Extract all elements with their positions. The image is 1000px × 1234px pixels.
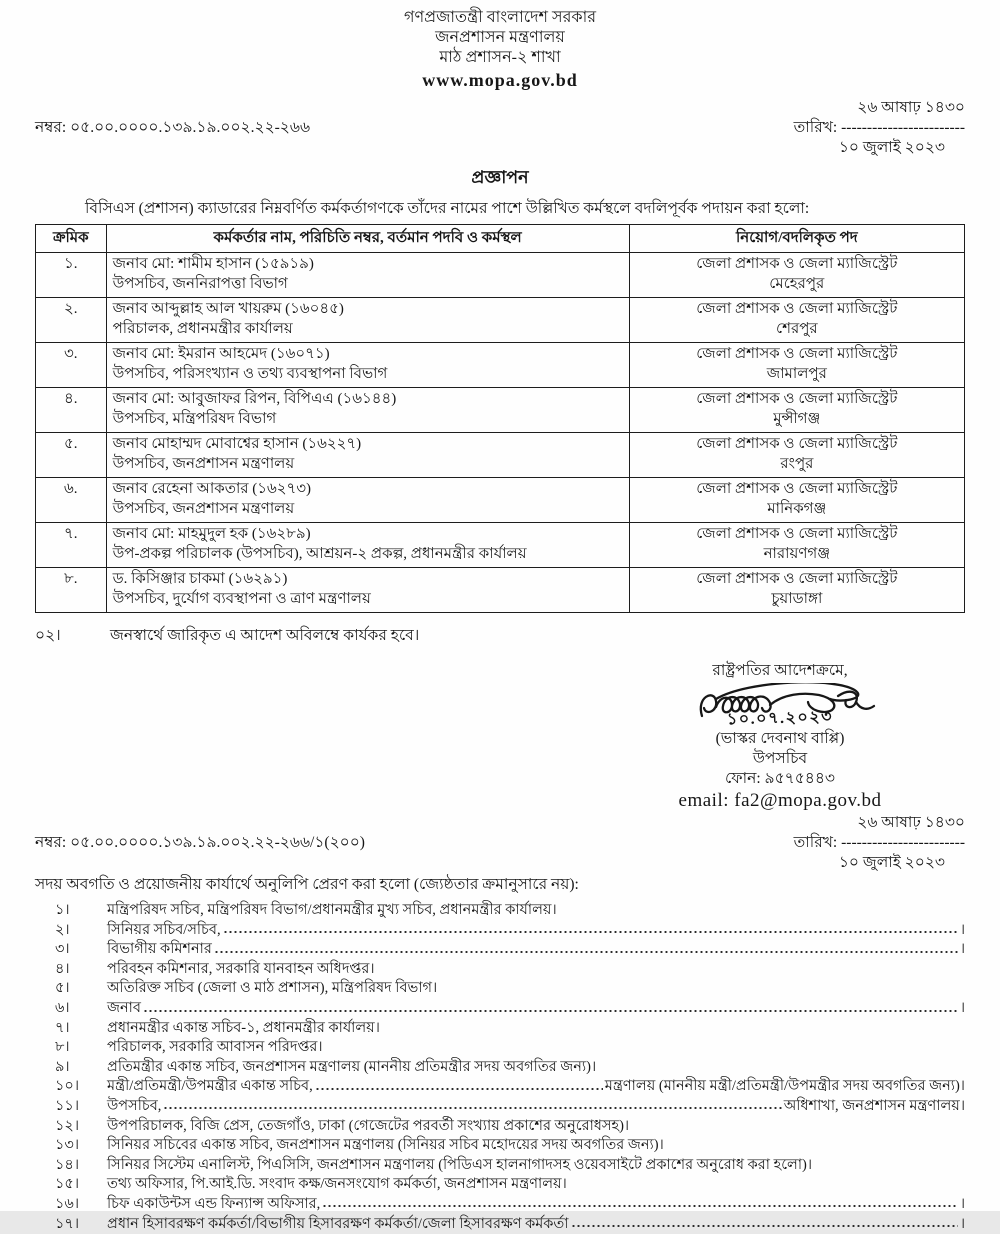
item-text <box>107 1195 965 1215</box>
signer-email: email: fa2@mopa.gov.bd <box>610 791 950 811</box>
col-header-serial: ক্রমিক <box>36 225 107 253</box>
officer-designation-line: উপসচিব, জননিরাপত্তা বিভাগ <box>113 275 623 295</box>
item-number: ৯। <box>55 1058 107 1078</box>
item-text-post: । <box>960 999 965 1019</box>
list-item <box>35 1019 965 1039</box>
item-text-pre: বিভাগীয় কমিশনার <box>107 940 212 960</box>
item-text <box>107 1058 965 1078</box>
reference-row-2 <box>35 813 965 873</box>
item-text-pre: সিনিয়র সিস্টেম এনালিস্ট, পিএসিসি, জনপ্রশাসন মন্ত্রণালয় (পিডিএস হালনাগাদসহ ওয়েবসাইটে প্রকাশের অনুরোধ করা হলো)। <box>107 1156 812 1176</box>
item-text-pre: উপপরিচালক, বিজি প্রেস, তেজগাঁও, ঢাকা (গেজেটের পরবর্তী সংখ্যায় প্রকাশের অনুরোধসহ)। <box>107 1117 629 1137</box>
officer-name-line: জনাব মো: শামীম হাসান (১৫৯১৯) <box>113 255 623 275</box>
paragraph-02-text: জনস্বার্থে জারিকৃত এ আদেশ অবিলম্বে কার্যকর হবে। <box>110 627 419 644</box>
officer-name-line: জনাব মো: আবুজাফর রিপন, বিপিএএ (১৬১৪৪) <box>113 390 623 410</box>
item-number: ৩। <box>55 940 107 960</box>
dot-leader <box>163 1097 781 1112</box>
posting-cell <box>629 298 964 343</box>
posting-cell <box>629 388 964 433</box>
serial-cell: ৬. <box>36 478 107 523</box>
item-text <box>107 1097 965 1117</box>
col-header-officer: কর্মকর্তার নাম, পরিচিতি নম্বর, বর্তমান পদবি ও কর্মস্থল <box>106 225 629 253</box>
officer-name-line: জনাব আব্দুল্লাহ আল খায়রুম (১৬০৪৫) <box>113 300 623 320</box>
item-text <box>107 1019 965 1039</box>
signer-designation: উপসচিব <box>610 749 950 769</box>
dot-leader <box>223 921 958 936</box>
officer-cell <box>106 478 629 523</box>
officer-name-line: ড. কিসিঞ্জার চাকমা (১৬২৯১) <box>113 570 623 590</box>
item-text <box>107 960 965 980</box>
signature-hand-date: ১০.০৭.২০২৩ <box>610 705 950 734</box>
date-block-2 <box>794 813 965 873</box>
item-number: ১০। <box>55 1077 107 1097</box>
serial-cell: ৭. <box>36 523 107 568</box>
list-item <box>35 1117 965 1137</box>
posting-district: নারায়ণগঞ্জ <box>636 545 958 565</box>
officer-cell <box>106 433 629 478</box>
distribution-heading: সদয় অবগতি ও প্রয়োজনীয় কার্যার্থে অনুলিপি প্রেরণ করা হলো (জ্যেষ্ঠতার ক্রমানুসারে নয়): <box>35 875 965 895</box>
item-text-post: । <box>960 940 965 960</box>
date-label-2: তারিখ: ------------------------ <box>794 833 965 853</box>
paragraph-02 <box>35 625 965 647</box>
serial-cell: ৪. <box>36 388 107 433</box>
item-text-pre: প্রধানমন্ত্রীর একান্ত সচিব-১, প্রধানমন্ত্রীর কার্যালয়। <box>107 1019 380 1039</box>
item-number: ৫। <box>55 979 107 999</box>
reference-row-1 <box>35 98 965 158</box>
list-item <box>35 1156 965 1176</box>
table-row <box>36 253 965 298</box>
serial-cell: ৩. <box>36 343 107 388</box>
list-item <box>35 1058 965 1078</box>
item-text-pre: চিফ একাউন্টস এন্ড ফিন্যান্স অফিসার, <box>107 1195 320 1215</box>
item-text-pre: উপসচিব, <box>107 1097 161 1117</box>
officer-cell <box>106 343 629 388</box>
list-item <box>35 999 965 1019</box>
item-text-post: অধিশাখা, জনপ্রশাসন মন্ত্রণালয়। <box>784 1097 965 1117</box>
item-text-pre: প্রধান হিসাবরক্ষণ কর্মকর্তা/বিভাগীয় হিসাবরক্ষণ কর্মকর্তা/জেলা হিসাবরক্ষণ কর্মকর্তা <box>107 1215 569 1234</box>
item-text <box>107 1077 965 1097</box>
item-text <box>107 1117 965 1137</box>
list-item <box>35 1077 965 1097</box>
item-number: ১৫। <box>55 1175 107 1195</box>
dot-leader <box>571 1215 958 1230</box>
government-name: গণপ্রজাতন্ত্রী বাংলাদেশ সরকার <box>35 8 965 28</box>
item-number: ২। <box>55 921 107 941</box>
item-text <box>107 1038 965 1058</box>
dot-leader <box>143 999 958 1014</box>
intro-paragraph: বিসিএস (প্রশাসন) ক্যাডারের নিম্নবর্ণিত কর্মকর্তাগণকে তাঁদের নামের পাশে উল্লিখিত কর্মস্থলে বদলিপূর্বক পদায়ন করা হলো: <box>35 198 965 220</box>
officers-table <box>35 224 965 613</box>
officer-name-line: জনাব মো: মাহমুদুল হক (১৬২৮৯) <box>113 525 623 545</box>
officer-cell <box>106 523 629 568</box>
memo-number-2: নম্বর: ০৫.০০.০০০০.১৩৯.১৯.০০২.২২-২৬৬/১(২০০) <box>35 833 365 853</box>
posting-district: মানিকগঞ্জ <box>636 500 958 520</box>
table-row <box>36 298 965 343</box>
table-header-row <box>36 225 965 253</box>
posting-district: চুয়াডাঙ্গা <box>636 590 958 610</box>
item-text <box>107 979 965 999</box>
order-by-text: রাষ্ট্রপতির আদেশক্রমে, <box>610 661 950 681</box>
bangla-date-1: ২৬ আষাঢ় ১৪৩০ <box>794 98 965 118</box>
serial-cell: ৫. <box>36 433 107 478</box>
list-item <box>35 1195 965 1215</box>
officer-name-line: জনাব মোহাম্মদ মোবাশ্বের হাসান (১৬২২৭) <box>113 435 623 455</box>
posting-cell <box>629 253 964 298</box>
item-text <box>107 901 965 921</box>
ministry-name: জনপ্রশাসন মন্ত্রণালয় <box>35 28 965 48</box>
posting-district: শেরপুর <box>636 320 958 340</box>
serial-cell: ৮. <box>36 568 107 613</box>
website-url: www.mopa.gov.bd <box>35 70 965 90</box>
posting-cell <box>629 523 964 568</box>
table-row <box>36 343 965 388</box>
posting-cell <box>629 433 964 478</box>
officer-name-line: জনাব মো: ইমরান আহমেদ (১৬০৭১) <box>113 345 623 365</box>
officer-designation-line: পরিচালক, প্রধানমন্ত্রীর কার্যালয় <box>113 320 623 340</box>
posting-cell <box>629 478 964 523</box>
list-item <box>35 960 965 980</box>
table-row <box>36 433 965 478</box>
dot-leader <box>315 1077 603 1092</box>
paragraph-02-number: ০২। <box>35 625 110 647</box>
list-item <box>35 1215 965 1234</box>
officer-cell <box>106 388 629 433</box>
item-text-pre: সিনিয়র সচিব/সচিব, <box>107 921 221 941</box>
list-item <box>35 901 965 921</box>
item-text <box>107 999 965 1019</box>
item-text <box>107 940 965 960</box>
serial-cell: ২. <box>36 298 107 343</box>
item-text-pre: জনাব <box>107 999 141 1019</box>
posting-district: রংপুর <box>636 455 958 475</box>
col-header-posting: নিয়োগ/বদলিকৃত পদ <box>629 225 964 253</box>
item-text-pre: তথ্য অফিসার, পি.আই.ডি. সংবাদ কক্ষ/জনসংযোগ কর্মকর্তা, জনপ্রশাসন মন্ত্রণালয়। <box>107 1175 567 1195</box>
memo-number-1: নম্বর: ০৫.০০.০০০০.১৩৯.১৯.০০২.২২-২৬৬ <box>35 118 310 138</box>
table-row <box>36 568 965 613</box>
officer-name-line: জনাব রেহেনা আকতার (১৬২৭৩) <box>113 480 623 500</box>
list-item <box>35 1175 965 1195</box>
item-number: ৬। <box>55 999 107 1019</box>
item-text-pre: প্রতিমন্ত্রীর একান্ত সচিব, জনপ্রশাসন মন্ত্রণালয় (মাননীয় প্রতিমন্ত্রীর সদয় অবগতির জন্য)। <box>107 1058 596 1078</box>
item-number: ১৪। <box>55 1156 107 1176</box>
gregorian-date-1: ১০ জুলাই ২০২৩ <box>794 138 965 158</box>
posting-title: জেলা প্রশাসক ও জেলা ম্যাজিস্ট্রেট <box>636 435 958 455</box>
item-text-post: মন্ত্রণালয় (মাননীয় মন্ত্রী/প্রতিমন্ত্রী/উপমন্ত্রীর সদয় অবগতির জন্য)। <box>605 1077 965 1097</box>
date-block-1 <box>794 98 965 158</box>
serial-cell: ১. <box>36 253 107 298</box>
item-number: ১৩। <box>55 1136 107 1156</box>
officer-designation-line: উপসচিব, মন্ত্রিপরিষদ বিভাগ <box>113 410 623 430</box>
date-label-1: তারিখ: ------------------------ <box>794 118 965 138</box>
posting-district: মেহেরপুর <box>636 275 958 295</box>
item-number: ৭। <box>55 1019 107 1039</box>
list-item <box>35 1136 965 1156</box>
posting-cell <box>629 568 964 613</box>
item-text-pre: পরিচালক, সরকারি আবাসন পরিদপ্তর। <box>107 1038 323 1058</box>
letterhead <box>35 8 965 90</box>
officer-cell <box>106 253 629 298</box>
list-item <box>35 940 965 960</box>
bangla-date-2: ২৬ আষাঢ় ১৪৩০ <box>794 813 965 833</box>
item-number: ১১। <box>55 1097 107 1117</box>
item-number: ১২। <box>55 1117 107 1137</box>
item-number: ১৬। <box>55 1195 107 1215</box>
officer-designation-line: উপসচিব, জনপ্রশাসন মন্ত্রণালয় <box>113 455 623 475</box>
signer-name: (ভাস্কর দেবনাথ বাপ্পি) <box>610 729 950 749</box>
item-text <box>107 921 965 941</box>
posting-title: জেলা প্রশাসক ও জেলা ম্যাজিস্ট্রেট <box>636 300 958 320</box>
list-item <box>35 979 965 999</box>
dot-leader <box>322 1195 958 1210</box>
gregorian-date-2: ১০ জুলাই ২০২৩ <box>794 853 965 873</box>
posting-title: জেলা প্রশাসক ও জেলা ম্যাজিস্ট্রেট <box>636 345 958 365</box>
posting-title: জেলা প্রশাসক ও জেলা ম্যাজিস্ট্রেট <box>636 525 958 545</box>
item-number: ৪। <box>55 960 107 980</box>
list-item <box>35 921 965 941</box>
posting-title: জেলা প্রশাসক ও জেলা ম্যাজিস্ট্রেট <box>636 390 958 410</box>
table-row <box>36 388 965 433</box>
item-text-pre: মন্ত্রী/প্রতিমন্ত্রী/উপমন্ত্রীর একান্ত সচিব, <box>107 1077 313 1097</box>
table-row <box>36 478 965 523</box>
item-text-pre: সিনিয়র সচিবের একান্ত সচিব, জনপ্রশাসন মন্ত্রণালয় (সিনিয়র সচিব মহোদয়ের সদয় অবগতির জন্য)। <box>107 1136 664 1156</box>
item-text-post: । <box>960 921 965 941</box>
officer-designation-line: উপসচিব, পরিসংখ্যান ও তথ্য ব্যবস্থাপনা বিভাগ <box>113 365 623 385</box>
item-text <box>107 1215 965 1234</box>
table-row <box>36 523 965 568</box>
posting-title: জেলা প্রশাসক ও জেলা ম্যাজিস্ট্রেট <box>636 570 958 590</box>
item-text-pre: মন্ত্রিপরিষদ সচিব, মন্ত্রিপরিষদ বিভাগ/প্রধানমন্ত্রীর মুখ্য সচিব, প্রধানমন্ত্রীর কার্যালয়। <box>107 901 557 921</box>
posting-cell <box>629 343 964 388</box>
list-item <box>35 1038 965 1058</box>
item-text-post: । <box>960 1215 965 1234</box>
posting-title: জেলা প্রশাসক ও জেলা ম্যাজিস্ট্রেট <box>636 255 958 275</box>
officers-table-body <box>36 253 965 613</box>
item-text <box>107 1136 965 1156</box>
officer-cell <box>106 298 629 343</box>
item-text-post: । <box>960 1195 965 1215</box>
item-number: ১। <box>55 901 107 921</box>
officer-designation-line: উপসচিব, দুর্যোগ ব্যবস্থাপনা ও ত্রাণ মন্ত্রণালয় <box>113 590 623 610</box>
item-text-pre: অতিরিক্ত সচিব (জেলা ও মাঠ প্রশাসন), মন্ত্রিপরিষদ বিভাগ। <box>107 979 437 999</box>
posting-district: মুন্সীগঞ্জ <box>636 410 958 430</box>
list-item <box>35 1097 965 1117</box>
signer-phone: ফোন: ৯৫৭৫৪৪৩ <box>610 769 950 789</box>
posting-district: জামালপুর <box>636 365 958 385</box>
officer-designation-line: উপসচিব, জনপ্রশাসন মন্ত্রণালয় <box>113 500 623 520</box>
notification-title: প্রজ্ঞাপন <box>35 164 965 190</box>
branch-name: মাঠ প্রশাসন-২ শাখা <box>35 48 965 68</box>
posting-title: জেলা প্রশাসক ও জেলা ম্যাজিস্ট্রেট <box>636 480 958 500</box>
item-number: ১৭। <box>55 1215 107 1234</box>
item-text-pre: পরিবহন কমিশনার, সরকারি যানবাহন অধিদপ্তর। <box>107 960 375 980</box>
item-text <box>107 1175 965 1195</box>
item-text <box>107 1156 965 1176</box>
item-number: ৮। <box>55 1038 107 1058</box>
officer-cell <box>106 568 629 613</box>
officer-designation-line: উপ-প্রকল্প পরিচালক (উপসচিব), আশ্রয়ন-২ প্রকল্প, প্রধানমন্ত্রীর কার্যালয় <box>113 545 623 565</box>
signature-block <box>610 661 950 811</box>
distribution-list <box>35 901 965 1234</box>
dot-leader <box>214 940 958 955</box>
